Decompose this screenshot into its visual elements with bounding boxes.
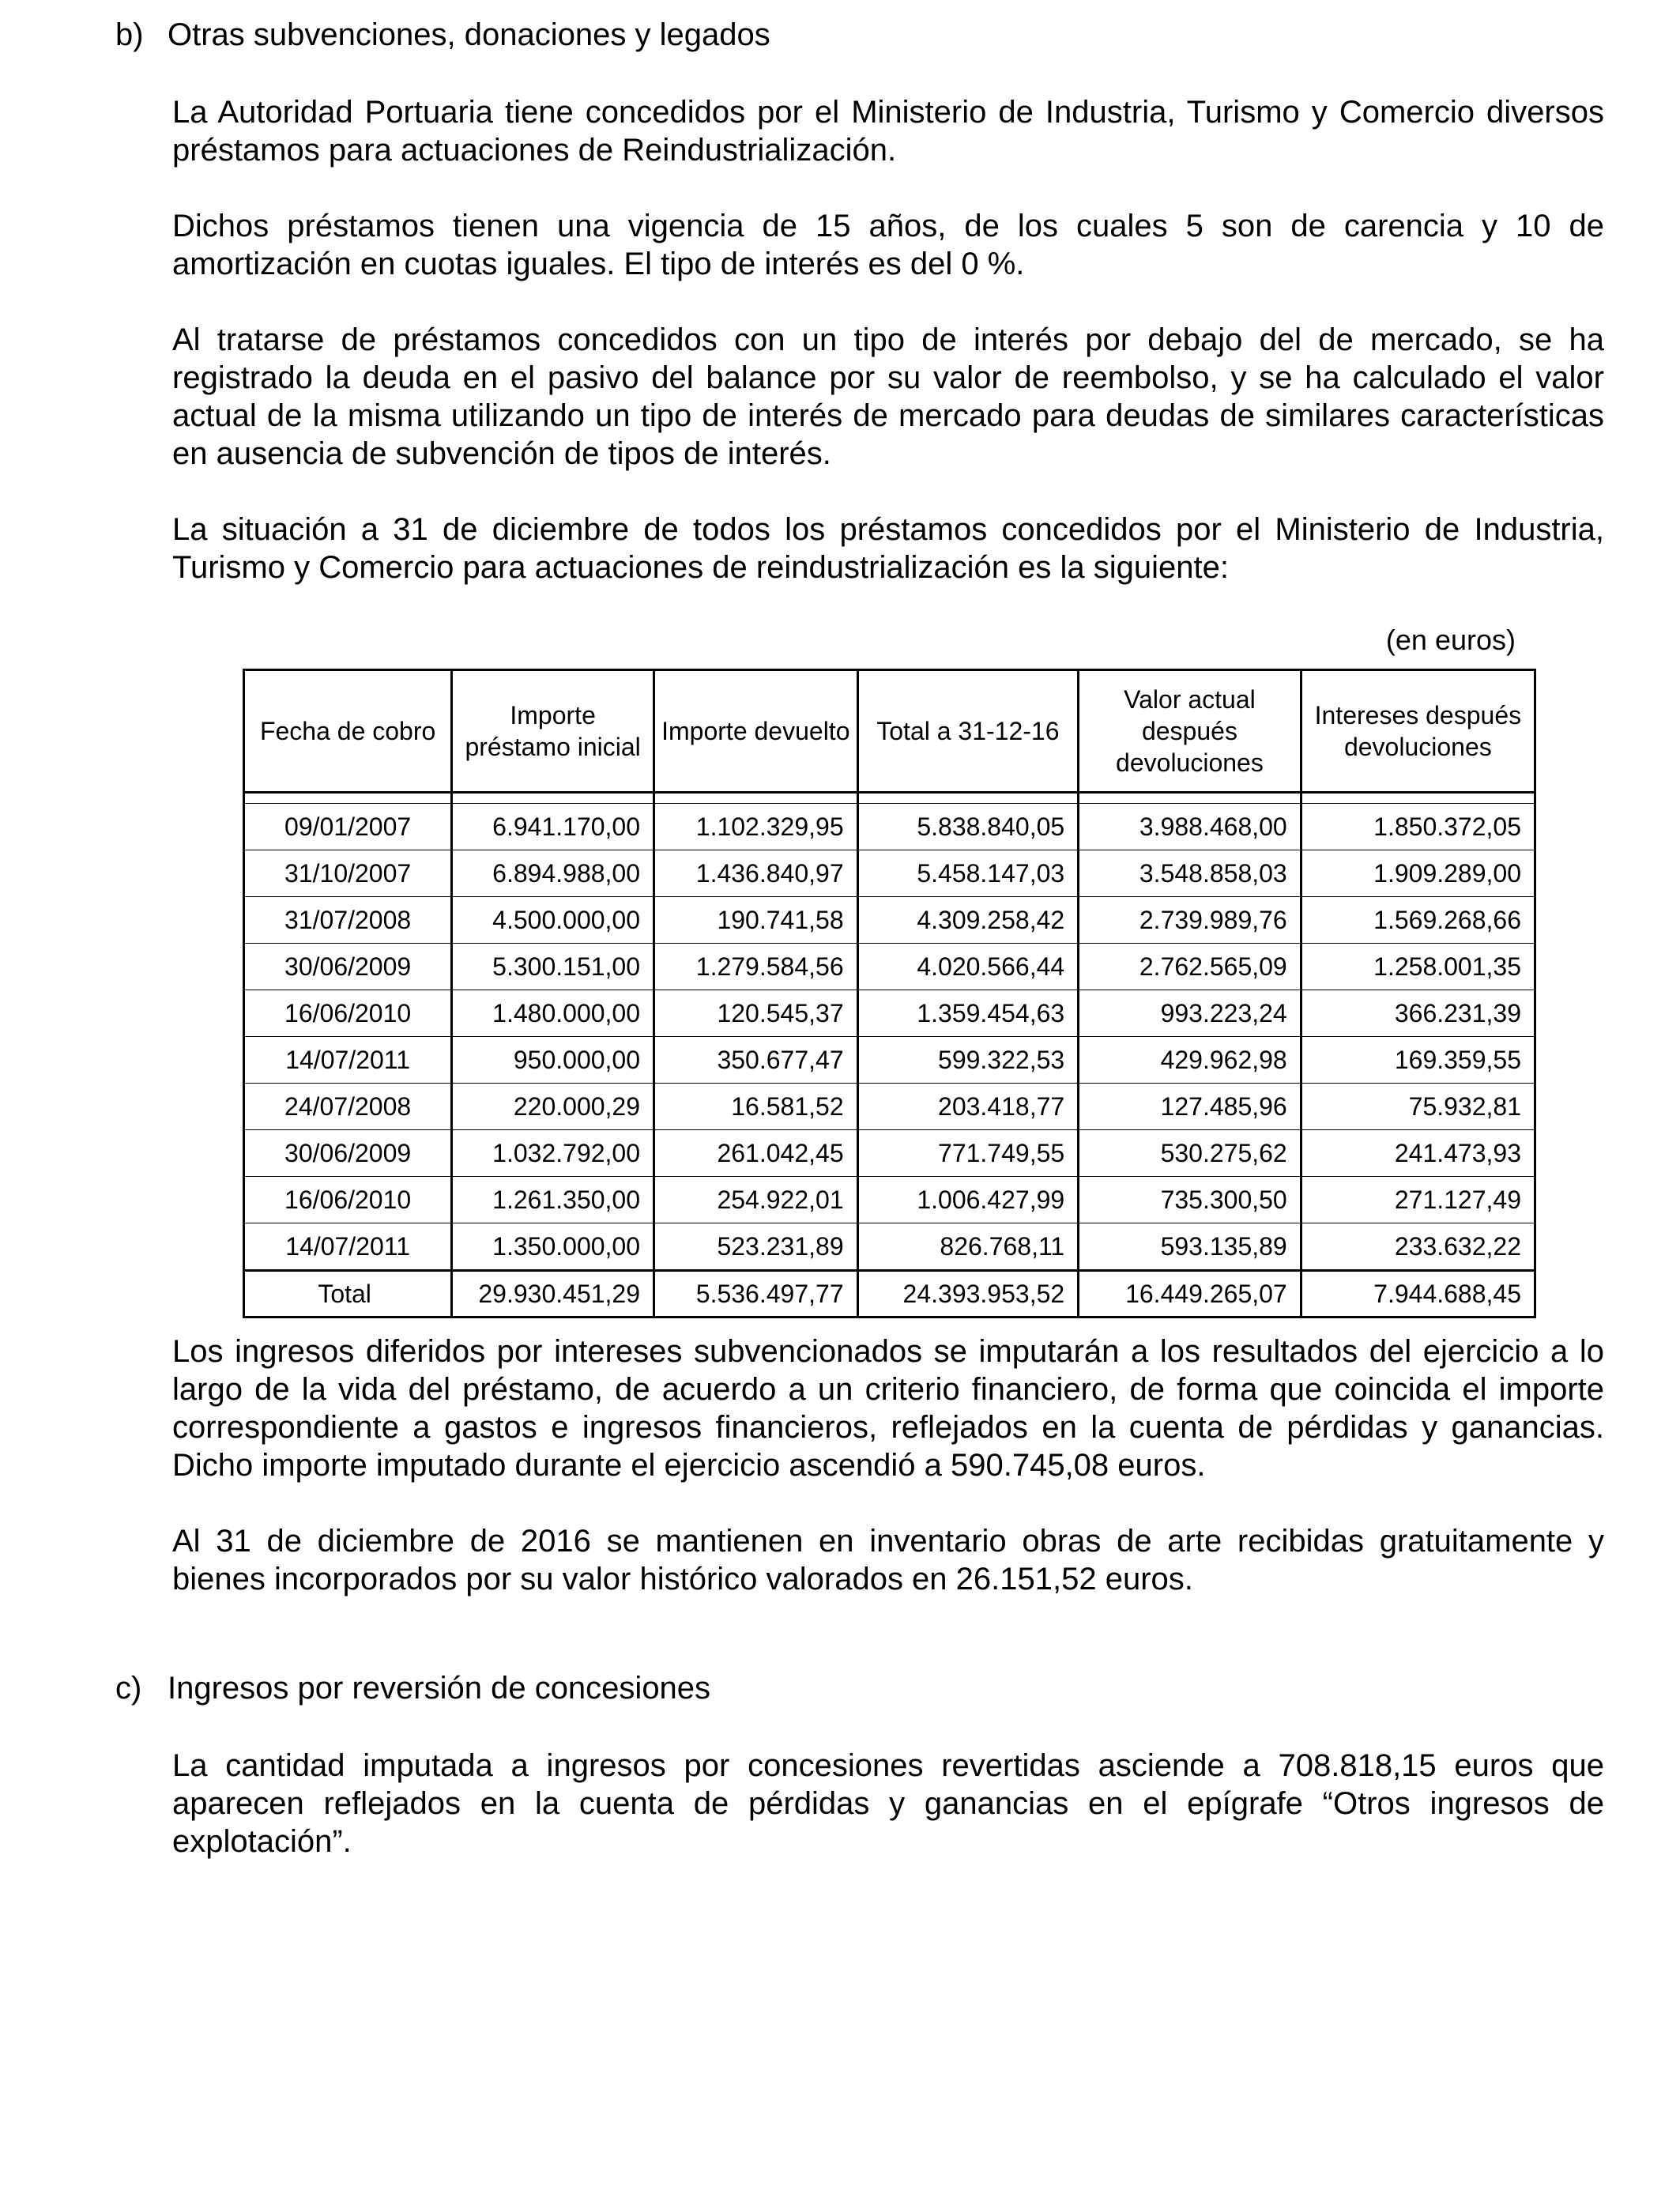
cell-intereses: 241.473,93 <box>1301 1130 1535 1177</box>
paragraph-art-works: Al 31 de diciembre de 2016 se mantienen en inventario obras de arte recibidas gratuitamente y bienes incorporados por su valor histórico valorados en 26.151,52 euros. <box>172 1524 1604 1596</box>
cell-importe-inicial: 6.941.170,00 <box>452 804 654 850</box>
table-unit-label: (en euros) <box>1385 624 1516 656</box>
header-total-31-12-16: Total a 31-12-16 <box>857 670 1079 793</box>
cell-valor-actual: 429.962,98 <box>1079 1037 1301 1084</box>
cell-intereses: 1.850.372,05 <box>1301 804 1535 850</box>
table-row <box>244 897 1535 944</box>
cell-intereses: 271.127,49 <box>1301 1177 1535 1223</box>
cell-intereses: 366.231,39 <box>1301 990 1535 1037</box>
total-importe-devuelto: 5.536.497,77 <box>654 1271 858 1318</box>
paragraph-loans-intro: La Autoridad Portuaria tiene concedidos por el Ministerio de Industria, Turismo y Comercio diversos préstamos para actuaciones de Reindustrialización. <box>172 95 1604 168</box>
cell-total-31-12-16: 771.749,55 <box>857 1130 1079 1177</box>
cell-fecha-cobro: 30/06/2009 <box>244 1130 452 1177</box>
total-label: Total <box>244 1271 452 1318</box>
section-b-heading <box>115 16 770 54</box>
paragraph-deferred-income: Los ingresos diferidos por intereses subvencionados se imputarán a los resultados del ejercicio a lo largo de la vida del préstamo, de acuerdo a un criterio financiero, de forma que coincida el importe correspondiente a gastos e ingresos financieros, reflejados en la cuenta de pérdidas y ganancias. Dicho importe imputado durante el ejercicio ascendió a 590.745,08 euros. <box>172 1334 1604 1483</box>
cell-fecha-cobro: 16/06/2010 <box>244 1177 452 1223</box>
table-row <box>244 1223 1535 1271</box>
cell-importe-devuelto: 120.545,37 <box>654 990 858 1037</box>
table-row <box>244 850 1535 897</box>
cell-importe-devuelto: 16.581,52 <box>654 1084 858 1130</box>
paragraph-loans-situation: La situación a 31 de diciembre de todos los préstamos concedidos por el Ministerio de Industria, Turismo y Comercio para actuaciones de reindustrialización es la siguiente: <box>172 512 1604 585</box>
cell-importe-devuelto: 1.279.584,56 <box>654 944 858 990</box>
cell-intereses: 1.909.289,00 <box>1301 850 1535 897</box>
table-total-row <box>244 1271 1535 1318</box>
cell-importe-inicial: 220.000,29 <box>452 1084 654 1130</box>
cell-intereses: 169.359,55 <box>1301 1037 1535 1084</box>
cell-fecha-cobro: 09/01/2007 <box>244 804 452 850</box>
cell-importe-devuelto: 350.677,47 <box>654 1037 858 1084</box>
table-row <box>244 804 1535 850</box>
total-importe-inicial: 29.930.451,29 <box>452 1271 654 1318</box>
table-row <box>244 1130 1535 1177</box>
section-c-heading <box>115 1669 710 1707</box>
cell-valor-actual: 993.223,24 <box>1079 990 1301 1037</box>
cell-importe-inicial: 4.500.000,00 <box>452 897 654 944</box>
table-row <box>244 944 1535 990</box>
total-intereses: 7.944.688,45 <box>1301 1271 1535 1318</box>
cell-importe-inicial: 6.894.988,00 <box>452 850 654 897</box>
cell-fecha-cobro: 30/06/2009 <box>244 944 452 990</box>
cell-total-31-12-16: 5.838.840,05 <box>857 804 1079 850</box>
cell-total-31-12-16: 4.020.566,44 <box>857 944 1079 990</box>
total-31-12-16: 24.393.953,52 <box>857 1271 1079 1318</box>
table-row <box>244 990 1535 1037</box>
section-b-marker: b) <box>115 17 144 52</box>
table-row <box>244 1037 1535 1084</box>
cell-importe-devuelto: 1.102.329,95 <box>654 804 858 850</box>
cell-total-31-12-16: 1.006.427,99 <box>857 1177 1079 1223</box>
cell-valor-actual: 3.548.858,03 <box>1079 850 1301 897</box>
cell-importe-inicial: 950.000,00 <box>452 1037 654 1084</box>
cell-total-31-12-16: 1.359.454,63 <box>857 990 1079 1037</box>
header-importe-devuelto: Importe devuelto <box>654 670 858 793</box>
cell-valor-actual: 530.275,62 <box>1079 1130 1301 1177</box>
cell-importe-devuelto: 261.042,45 <box>654 1130 858 1177</box>
cell-fecha-cobro: 16/06/2010 <box>244 990 452 1037</box>
cell-total-31-12-16: 826.768,11 <box>857 1223 1079 1271</box>
section-c-title: Ingresos por reversión de concesiones <box>168 1671 711 1706</box>
paragraph-loans-terms: Dichos préstamos tienen una vigencia de 15 años, de los cuales 5 son de carencia y 10 de amortización en cuotas iguales. El tipo de interés es del 0 %. <box>172 209 1604 281</box>
paragraph-loans-valuation: Al tratarse de préstamos concedidos con un tipo de interés por debajo del de mercado, se ha registrado la deuda en el pasivo del balance por su valor de reembolso, y se ha calculado el valor actual de la misma utilizando un tipo de interés de mercado para deudas de similares características en ausencia de subvención de tipos de interés. <box>172 322 1604 471</box>
cell-valor-actual: 2.762.565,09 <box>1079 944 1301 990</box>
header-valor-actual: Valor actual después devoluciones <box>1079 670 1301 793</box>
cell-valor-actual: 593.135,89 <box>1079 1223 1301 1271</box>
cell-importe-devuelto: 523.231,89 <box>654 1223 858 1271</box>
header-intereses: Intereses después devoluciones <box>1301 670 1535 793</box>
cell-importe-devuelto: 254.922,01 <box>654 1177 858 1223</box>
cell-fecha-cobro: 14/07/2011 <box>244 1223 452 1271</box>
cell-valor-actual: 3.988.468,00 <box>1079 804 1301 850</box>
cell-fecha-cobro: 31/07/2008 <box>244 897 452 944</box>
cell-importe-devuelto: 190.741,58 <box>654 897 858 944</box>
cell-total-31-12-16: 5.458.147,03 <box>857 850 1079 897</box>
cell-importe-inicial: 1.480.000,00 <box>452 990 654 1037</box>
cell-importe-devuelto: 1.436.840,97 <box>654 850 858 897</box>
cell-importe-inicial: 5.300.151,00 <box>452 944 654 990</box>
header-importe-inicial: Importe préstamo inicial <box>452 670 654 793</box>
cell-total-31-12-16: 599.322,53 <box>857 1037 1079 1084</box>
cell-valor-actual: 735.300,50 <box>1079 1177 1301 1223</box>
cell-valor-actual: 2.739.989,76 <box>1079 897 1301 944</box>
cell-fecha-cobro: 14/07/2011 <box>244 1037 452 1084</box>
paragraph-concessions: La cantidad imputada a ingresos por concesiones revertidas asciende a 708.818,15 euros que aparecen reflejados en la cuenta de pérdidas y ganancias en el epígrafe “Otros ingresos de explotación”. <box>172 1748 1604 1859</box>
cell-intereses: 75.932,81 <box>1301 1084 1535 1130</box>
section-b-title: Otras subvenciones, donaciones y legados <box>168 17 770 52</box>
cell-importe-inicial: 1.032.792,00 <box>452 1130 654 1177</box>
header-fecha-cobro: Fecha de cobro <box>244 670 452 793</box>
table-body <box>244 793 1535 1271</box>
cell-intereses: 1.258.001,35 <box>1301 944 1535 990</box>
cell-total-31-12-16: 4.309.258,42 <box>857 897 1079 944</box>
cell-fecha-cobro: 24/07/2008 <box>244 1084 452 1130</box>
table-header-row <box>244 670 1535 793</box>
cell-importe-inicial: 1.261.350,00 <box>452 1177 654 1223</box>
table-spacer-row <box>244 793 1535 804</box>
cell-intereses: 1.569.268,66 <box>1301 897 1535 944</box>
cell-intereses: 233.632,22 <box>1301 1223 1535 1271</box>
table-row <box>244 1177 1535 1223</box>
cell-fecha-cobro: 31/10/2007 <box>244 850 452 897</box>
cell-importe-inicial: 1.350.000,00 <box>452 1223 654 1271</box>
total-valor-actual: 16.449.265,07 <box>1079 1271 1301 1318</box>
table-row <box>244 1084 1535 1130</box>
loans-table <box>243 669 1536 1318</box>
section-c-marker: c) <box>115 1671 142 1706</box>
cell-total-31-12-16: 203.418,77 <box>857 1084 1079 1130</box>
cell-valor-actual: 127.485,96 <box>1079 1084 1301 1130</box>
